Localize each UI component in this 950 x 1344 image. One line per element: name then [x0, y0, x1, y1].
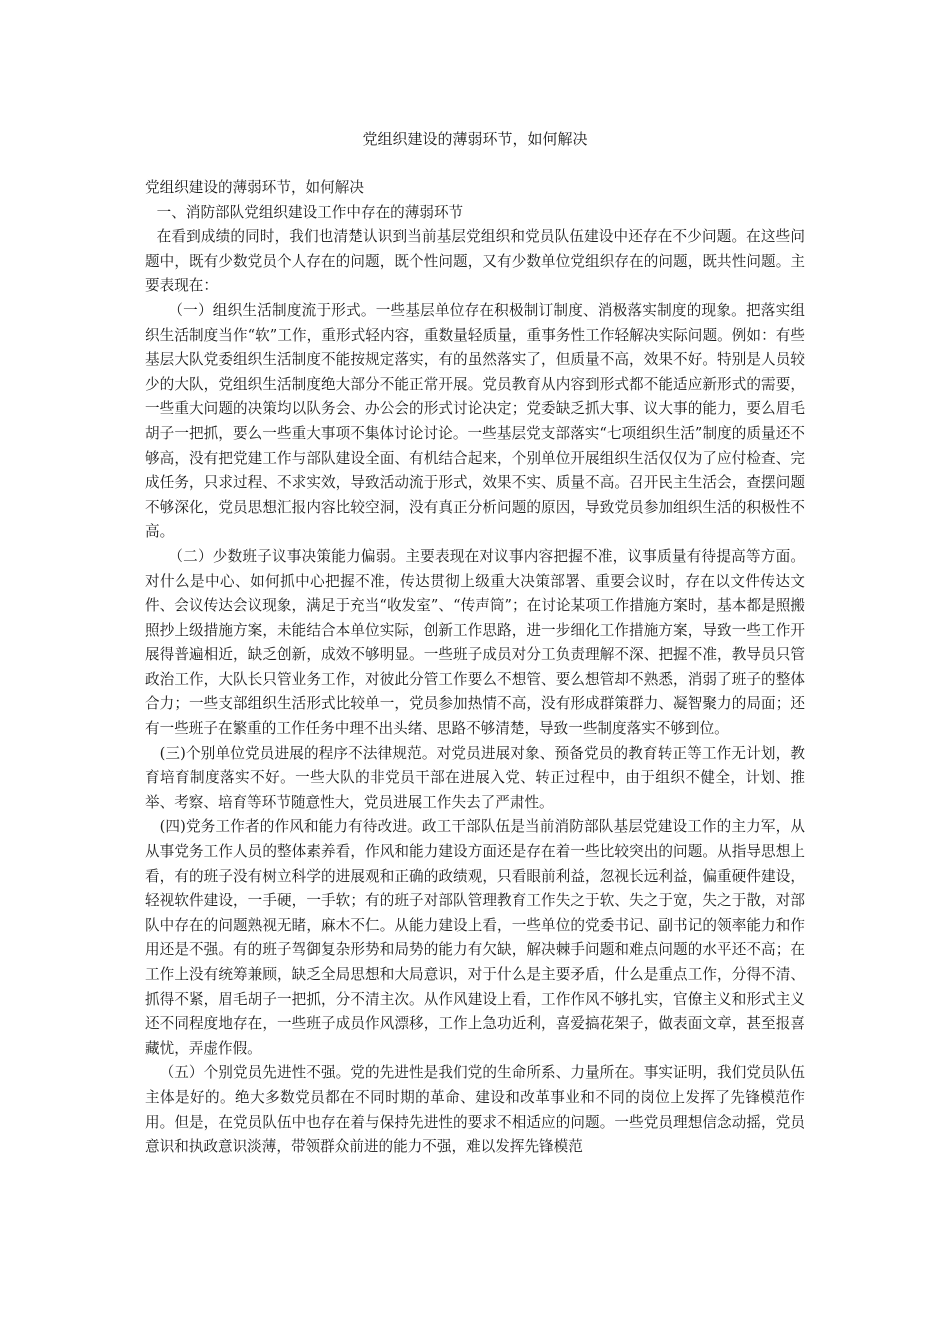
document-subtitle: 党组织建设的薄弱环节，如何解决	[145, 179, 364, 196]
paragraph-point-1: （一）组织生活制度流于形式。一些基层单位存在积极制订制度、消极落实制度的现象。把落实组织生活制度当作“软”工作，重形式轻内容，重数量轻质量，重事务性工作轻解决实际问题。例如：有些基层大队党委组织生活制度不能按规定落实，有的虽然落实了，但质量不高，效果不好。特别是人员较少的大队，党组织生活制度绝大部分不能正常开展。党员教育从内容到形式都不能适应新形式的需要，一些重大问题的决策均以队务会、办公会的形式讨论决定；党委缺乏抓大事、议大事的能力，要么眉毛胡子一把抓，要么一些重大事项不集体讨论讨论。一些基层党支部落实“七项组织生活”制度的质量还不够高，没有把党建工作与部队建设全面、有机结合起来，个别单位开展组织生活仅仅为了应付检查、完成任务，只求过程、不求实效，导致活动流于形式，效果不实、质量不高。召开民主生活会，查摆问题不够深化，党员思想汇报内容比较空洞，没有真正分析问题的原因，导致党员参加组织生活的积极性不高。	[145, 301, 805, 541]
paragraph-point-5: （五）个别党员先进性不强。党的先进性是我们党的生命所系、力量所在。事实证明，我们党员队伍主体是好的。绝大多数党员都在不同时期的革命、建设和改革事业和不同的岗位上发挥了先锋模范作用。但是，在党员队伍中也存在着与保持先进性的要求不相适应的问题。一些党员理想信念动摇，党员意识和执政意识淡薄，带领群众前进的能力不强，难以发挥先锋模范	[145, 1064, 805, 1156]
paragraph-point-3: (三)个别单位党员进展的程序不法律规范。对党员进展对象、预备党员的教育转正等工作无计划，教育培育制度落实不好。一些大队的非党员干部在进展入党、转正过程中，由于组织不健全，计划、推举、考察、培育等环节随意性大，党员进展工作失去了严肃性。	[145, 744, 805, 811]
document-title: 党组织建设的薄弱环节，如何解决	[362, 130, 588, 148]
section-heading: 一、消防部队党组织建设工作中存在的薄弱环节	[156, 203, 464, 221]
document-body	[145, 176, 805, 1160]
paragraph-point-2: （二）少数班子议事决策能力偏弱。主要表现在对议事内容把握不准，议事质量有待提高等方面。对什么是中心、如何抓中心把握不准，传达贯彻上级重大决策部署、重要会议时，存在以文件传达文件、会议传达会议现象，满足于充当“收发室”、“传声筒”；在讨论某项工作措施方案时，基本都是照搬照抄上级措施方案，未能结合本单位实际，创新工作思路，进一步细化工作措施方案，导致一些工作开展得普遍相近，缺乏创新，成效不够明显。一些班子成员对分工负责理解不深、把握不准，教导员只管政治工作，大队长只管业务工作，对彼此分管工作要么不想管、要么想管却不熟悉，消弱了班子的整体合力；一些支部组织生活形式比较单一，党员参加热情不高，没有形成群策群力、凝智聚力的局面；还有一些班子在繁重的工作任务中理不出头绪、思路不够清楚，导致一些制度落实不够到位。	[145, 547, 805, 738]
paragraph-intro: 在看到成绩的同时，我们也清楚认识到当前基层党组织和党员队伍建设中还存在不少问题。在这些问题中，既有少数党员个人存在的问题，既个性问题，又有少数单位党组织存在的问题，既共性问题。主要表现在：	[145, 228, 805, 295]
paragraph-point-4: (四)党务工作者的作风和能力有待改进。政工干部队伍是当前消防部队基层党建设工作的主力军，从从事党务工作人员的整体素养看，作风和能力建设方面还是存在着一些比较突出的问题。从指导思想上看，有的班子没有树立科学的进展观和正确的政绩观，只看眼前利益，忽视长远利益，偏重硬件建设，轻视软件建设，一手硬，一手软；有的班子对部队管理教育工作失之于软、失之于宽，失之于散，对部队中存在的问题熟视无睹，麻木不仁。从能力建设上看，一些单位的党委书记、副书记的领率能力和作用还是不强。有的班子驾御复杂形势和局势的能力有欠缺，解决棘手问题和难点问题的水平还不高；在工作上没有统筹兼顾，缺乏全局思想和大局意识，对于什么是主要矛盾，什么是重点工作，分得不清、抓得不紧，眉毛胡子一把抓，分不清主次。从作风建设上看，工作作风不够扎实，官僚主义和形式主义还不同程度地存在，一些班子成员作风漂移，工作上急功近利，喜爱搞花架子，做表面文章，甚至报喜藏忧，弄虚作假。	[145, 818, 805, 1057]
